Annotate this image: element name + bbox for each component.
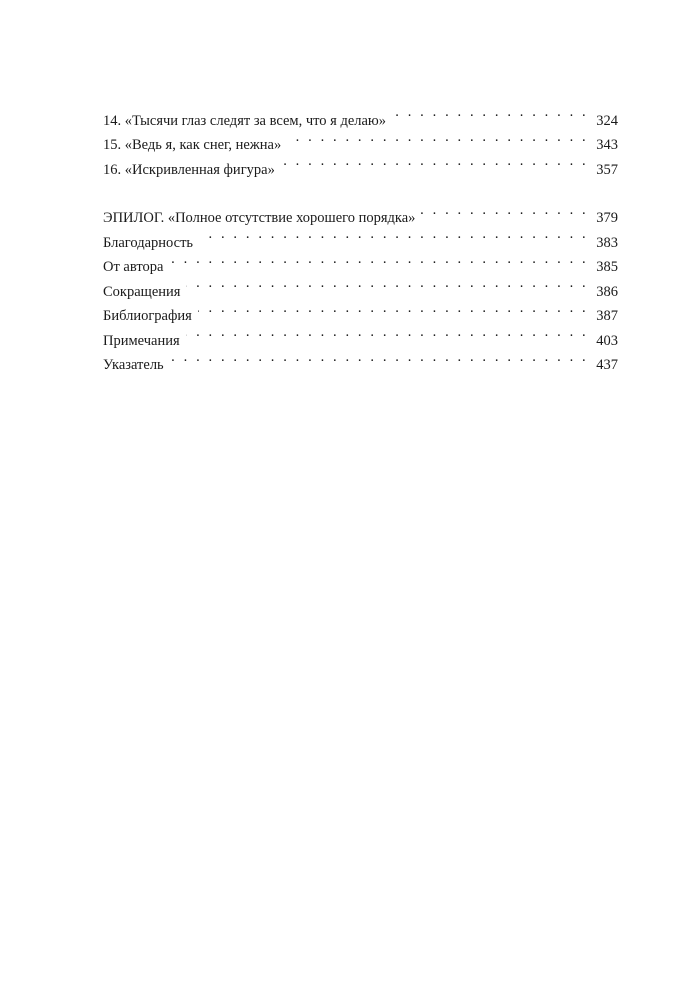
dot-leader	[287, 125, 588, 150]
toc-group-back-matter	[103, 198, 618, 373]
toc-group-chapters	[103, 100, 618, 178]
dot-leader	[421, 198, 588, 223]
toc-entry-epilogue	[103, 198, 618, 226]
toc-entry-page: 357	[596, 161, 618, 178]
toc-entry-page: 403	[596, 332, 618, 349]
toc-entry-title: ЭПИЛОГ. «Полное отсутствие хорошего порядка»	[103, 210, 416, 226]
toc-entry-page: 379	[596, 210, 618, 226]
toc-entry-title: 14. «Тысячи глаз следят за всем, что я делаю»	[103, 112, 387, 129]
dot-leader	[169, 247, 588, 272]
toc-entry-abbreviations	[103, 271, 618, 300]
toc-entry-page: 343	[596, 137, 618, 153]
toc-entry-title: 16. «Искривленная фигура»	[103, 161, 275, 178]
toc-entry-page: 383	[596, 234, 618, 251]
toc-entry-index	[103, 345, 618, 373]
dot-leader	[199, 222, 588, 247]
toc-entry-author-note	[103, 247, 618, 275]
toc-entry-title: Библиография	[103, 308, 192, 324]
toc-entry-title: Благодарность	[103, 234, 194, 251]
toc-entry-page: 437	[596, 357, 618, 373]
dot-leader	[198, 296, 588, 321]
table-of-contents	[103, 100, 618, 373]
toc-entry-title: Сокращения	[103, 283, 181, 300]
toc-entry-title: 15. «Ведь я, как снег, нежна»	[103, 137, 282, 153]
toc-entry-page: 385	[596, 259, 618, 275]
dot-leader	[186, 320, 589, 345]
toc-entry-chapter-14	[103, 100, 618, 129]
toc-entry-title: Примечания	[103, 332, 180, 349]
toc-entry-title: От автора	[103, 259, 164, 275]
toc-entry-page: 387	[596, 308, 618, 324]
dot-leader	[392, 100, 588, 125]
toc-entry-page: 324	[596, 112, 618, 129]
dot-leader	[170, 345, 589, 370]
toc-entry-title: Указатель	[103, 357, 164, 373]
dot-leader	[186, 271, 588, 296]
dot-leader	[281, 149, 588, 174]
toc-entry-page: 386	[596, 283, 618, 300]
